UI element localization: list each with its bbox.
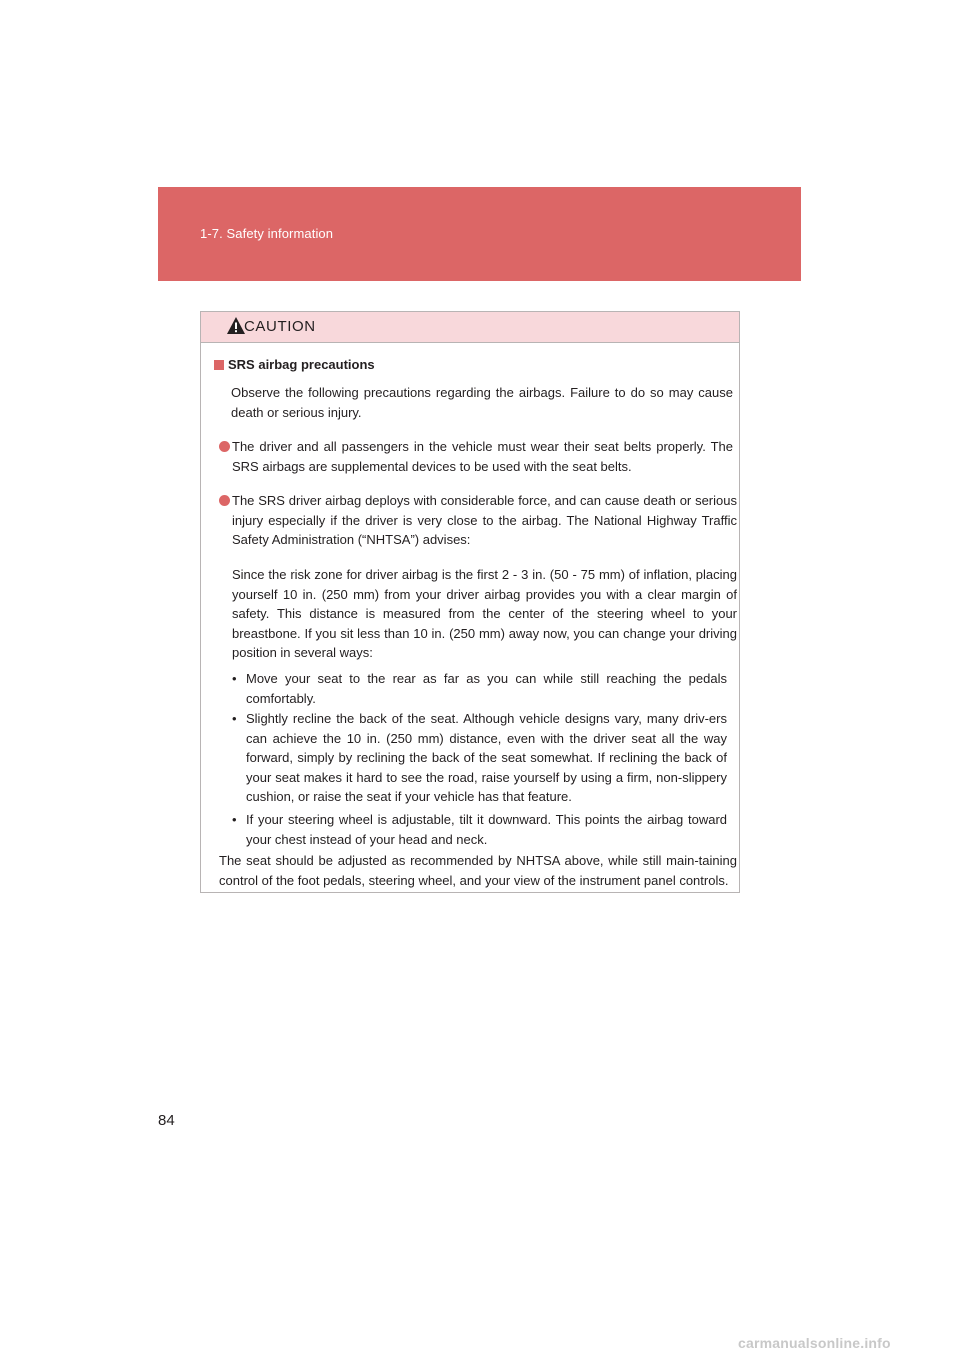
- square-bullet-icon: [214, 360, 224, 370]
- dot-bullet-icon: •: [232, 671, 237, 686]
- way-item: [232, 810, 727, 849]
- section-title: 1-7. Safety information: [200, 226, 334, 241]
- caution-box: [200, 311, 740, 893]
- bullet-driver-airbag-text: The SRS driver airbag deploys with considerable force, and can cause death or serious injury especially if the driver is very close to the airbag. The National Highway Traffic Safety Administration (“NHTSA”) advises:: [232, 493, 737, 547]
- bullet-seat-belts: [219, 437, 733, 476]
- intro-paragraph: Observe the following precautions regarding the airbags. Failure to do so may cause death or serious injury.: [231, 385, 733, 420]
- bullet-driver-airbag: [219, 491, 737, 550]
- way-item-text: If your steering wheel is adjustable, tilt it downward. This points the airbag toward your chest instead of your head and neck.: [246, 812, 727, 847]
- dot-bullet-icon: •: [232, 812, 237, 827]
- caution-title: CAUTION: [244, 318, 316, 335]
- caution-body: [201, 343, 739, 892]
- site-watermark: carmanualsonline.info: [738, 1335, 891, 1351]
- page-number: 84: [158, 1112, 175, 1129]
- way-item-text: Slightly recline the back of the seat. Although vehicle designs vary, many driv-ers can achieve the 10 in. (250 mm) distance, even with the driver seat all the way forward, simply by reclining the back of the seat somewhat. If reclining the back of your seat makes it hard to see the road, raise yourself by using a firm, non-slippery cushion, or raise the seat if your vehicle has that feature.: [246, 711, 727, 804]
- way-item: [232, 709, 727, 807]
- circle-bullet-icon: [219, 441, 230, 452]
- section-header-band: [158, 187, 801, 281]
- dot-bullet-icon: •: [232, 711, 237, 726]
- nhtsa-paragraph: Since the risk zone for driver airbag is the first 2 - 3 in. (50 - 75 mm) of inflation, placing yourself 10 in. (250 mm) from your driver airbag provides you with a clear margin of safety. This distance is measured from the center of the steering wheel to your breastbone. If you sit less than 10 in. (250 mm) away now, you can change your driving position in several ways:: [232, 567, 737, 660]
- closing-paragraph: The seat should be adjusted as recommended by NHTSA above, while still main-taining control of the foot pedals, steering wheel, and your view of the instrument panel controls.: [219, 853, 737, 888]
- circle-bullet-icon: [219, 495, 230, 506]
- precautions-heading-text: SRS airbag precautions: [228, 357, 375, 372]
- way-item-text: Move your seat to the rear as far as you can while still reaching the pedals comfortably.: [246, 671, 727, 706]
- way-item: [232, 669, 727, 708]
- warning-triangle-icon: [226, 316, 246, 336]
- bullet-seat-belts-text: The driver and all passengers in the vehicle must wear their seat belts properly. The SRS airbags are supplemental devices to be used with the seat belts.: [232, 439, 733, 474]
- caution-header: [201, 312, 739, 343]
- precautions-heading: [214, 355, 375, 375]
